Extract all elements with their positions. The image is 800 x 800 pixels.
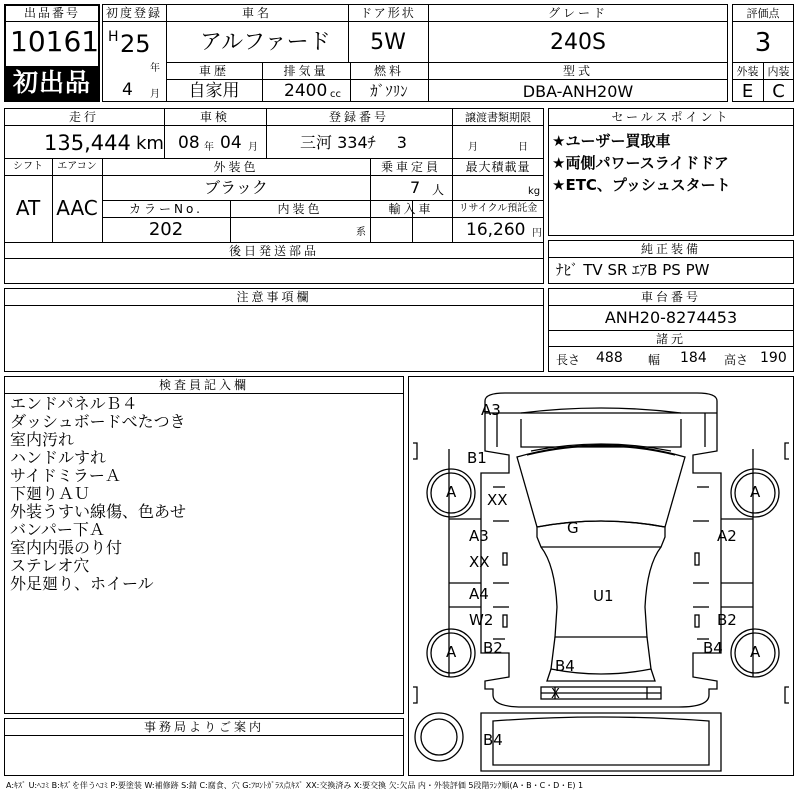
color-no-label: カラーNo. — [129, 202, 203, 216]
mark-b4-rear: B4 — [555, 657, 575, 675]
recycle-fee: 16,260 — [466, 220, 526, 240]
score-label: 評価点 — [746, 7, 780, 20]
history: 自家用 — [188, 81, 240, 101]
load-unit: kg — [528, 186, 541, 197]
legend: A:ｷｽﾞ U:ﾍｺﾐ B:ｷｽﾞを伴うﾍｺﾐ P:要塗装 W:補修跡 S:錆 C:腐食、穴 G:ﾌﾛﾝﾄｶﾞﾗｽ点ｷｽﾞ XX:交換済み X:要交換 欠:欠品 内・外装評価 5段階ﾗﾝｸ順(A・B・C・D・E) 1 — [6, 781, 584, 790]
lot-number-label: 出品番号 — [23, 6, 80, 20]
inspector-note: ダッシュボードべたつき — [10, 412, 186, 431]
notes-label: 注意事項欄 — [236, 290, 312, 304]
height-value: 190 — [760, 350, 787, 366]
model: DBA-ANH20W — [522, 82, 634, 101]
mark-b1: B1 — [467, 449, 487, 467]
tire-rear-left-grade: A — [446, 643, 457, 661]
mileage: 135,444 — [44, 131, 131, 155]
inspection-month-unit: 月 — [248, 142, 258, 153]
year-unit: 年 — [150, 63, 160, 74]
length-value: 488 — [596, 350, 623, 366]
shift-label: シフト — [13, 161, 43, 172]
inspector-note: ステレオ穴 — [10, 556, 90, 575]
specs-label: 諸元 — [655, 332, 686, 346]
office-label: 事務局よりご案内 — [143, 720, 264, 734]
exterior-label: 外装 — [736, 65, 759, 78]
mark-a3-door: A3 — [469, 527, 489, 545]
ext-color-label: 外装色 — [213, 160, 259, 174]
car-name-label: 車名 — [241, 6, 272, 20]
grade: 240S — [550, 30, 606, 55]
equipment-value: ﾅﾋﾞ TV SR ｴｱB PS PW — [556, 261, 710, 279]
era-mark: H — [108, 29, 119, 45]
mark-b2-left: B2 — [483, 639, 503, 657]
mark-x-bumper: X — [551, 687, 560, 702]
interior-grade: C — [772, 81, 785, 102]
mark-xx-fender: XX — [487, 491, 508, 509]
sales-point-item: ★両側パワースライドドア — [552, 154, 729, 172]
chassis-number: ANH20-8274453 — [604, 308, 738, 327]
sales-point-item: ★ユーザー買取車 — [552, 132, 671, 150]
inspector-note: エンドパネルＢ４ — [10, 394, 138, 413]
transfer-month-unit: 月 — [468, 142, 478, 153]
car-outline — [409, 377, 793, 775]
tire-front-right-grade: A — [750, 483, 761, 501]
history-label: 車歴 — [198, 64, 229, 78]
transfer-deadline-label: 譲渡書類期限 — [465, 111, 531, 124]
displacement-label: 排気量 — [283, 64, 329, 78]
first-reg-month: 4 — [122, 80, 133, 100]
import-label: 輸入車 — [388, 202, 434, 216]
mark-a4: A4 — [469, 585, 489, 603]
lot-number: 10161 — [10, 25, 100, 58]
tire-front-left-grade: A — [446, 483, 457, 501]
capacity: 7 — [410, 178, 421, 197]
sales-points-label: セールスポイント — [611, 110, 731, 124]
capacity-label: 乗車定員 — [380, 160, 441, 174]
inspector-label: 検査員記入欄 — [158, 378, 249, 392]
ext-color: ブラック — [204, 178, 268, 197]
fuel-label: 燃料 — [373, 64, 404, 78]
cc-unit: cc — [330, 89, 341, 100]
capacity-unit: 人 — [432, 183, 445, 197]
inspector-note: バンパー下Ａ — [10, 520, 105, 539]
inspection-year-unit: 年 — [204, 142, 214, 153]
grade-label: グレード — [547, 6, 608, 20]
length-label: 長さ — [556, 353, 581, 367]
score: 3 — [754, 28, 772, 58]
int-color-label: 内装色 — [277, 202, 323, 216]
mark-u1-roof: U1 — [593, 587, 614, 605]
mark-b4-right: B4 — [703, 639, 723, 657]
displacement: 2400 — [284, 81, 328, 101]
mark-w2: W2 — [469, 611, 494, 629]
km-unit: km — [136, 133, 164, 154]
sales-point-item: ★ETC、プッシュスタート — [552, 176, 731, 194]
width-label: 幅 — [648, 353, 661, 367]
mark-xx-door: XX — [469, 553, 490, 571]
later-parts-label: 後日発送部品 — [228, 244, 319, 258]
chassis-label: 車台番号 — [640, 290, 701, 304]
exterior-grade: E — [741, 81, 754, 102]
height-label: 高さ — [724, 353, 749, 367]
yen-unit: 円 — [532, 228, 542, 239]
fuel: ｶﾞｿﾘﾝ — [370, 82, 408, 100]
transfer-day-unit: 日 — [518, 142, 528, 153]
load-label: 最大積載量 — [465, 160, 531, 174]
equipment-label: 純正装備 — [640, 242, 701, 256]
int-color-unit: 系 — [356, 227, 366, 238]
inspection-label: 車検 — [199, 110, 230, 124]
header-block — [4, 4, 794, 102]
car-diagram — [408, 376, 794, 776]
month-unit: 月 — [150, 89, 160, 100]
inspector-notes — [10, 395, 400, 593]
inspector-note: ハンドルすれ — [10, 448, 107, 467]
first-reg-year: 25 — [120, 30, 151, 58]
shift: AT — [15, 196, 41, 220]
inspector-note: 室内内張のり付 — [10, 538, 123, 557]
car-name: アルファード — [200, 30, 331, 55]
mark-a3-front: A3 — [481, 401, 501, 419]
inspector-note: 下廻りＡＵ — [10, 484, 91, 503]
recycle-label: リサイクル預託金 — [458, 203, 538, 214]
mark-b2-right: B2 — [717, 611, 737, 629]
aircon: AAC — [56, 196, 98, 220]
mark-a2: A2 — [717, 527, 737, 545]
first-reg-label: 初度登録 — [105, 6, 162, 20]
color-no: 202 — [148, 219, 184, 240]
mark-b4-bottom: B4 — [483, 731, 503, 749]
door: 5W — [370, 30, 406, 55]
model-label: 型式 — [562, 64, 593, 78]
mark-g-windshield: G — [567, 519, 579, 537]
interior-label: 内装 — [767, 65, 790, 78]
inspector-note: 室内汚れ — [10, 430, 75, 449]
door-label: ドア形状 — [360, 6, 416, 20]
inspection-month: 04 — [220, 133, 242, 153]
mileage-label: 走行 — [68, 110, 99, 124]
inspector-note: サイドミラーＡ — [10, 466, 121, 485]
plate-label: 登録番号 — [328, 110, 389, 124]
inspection-year: 08 — [178, 133, 200, 153]
aircon-label: エアコン — [57, 161, 97, 172]
plate-number: 三河 334ﾁ 3 — [300, 133, 407, 152]
inspector-note: 外足廻り、ホイール — [10, 574, 154, 593]
tire-rear-right-grade: A — [750, 643, 761, 661]
vehicle-detail-block — [4, 108, 544, 284]
first-listing-label: 初出品 — [12, 68, 91, 97]
width-value: 184 — [680, 350, 707, 366]
inspector-note: 外装うすい線傷、色あせ — [10, 502, 187, 521]
